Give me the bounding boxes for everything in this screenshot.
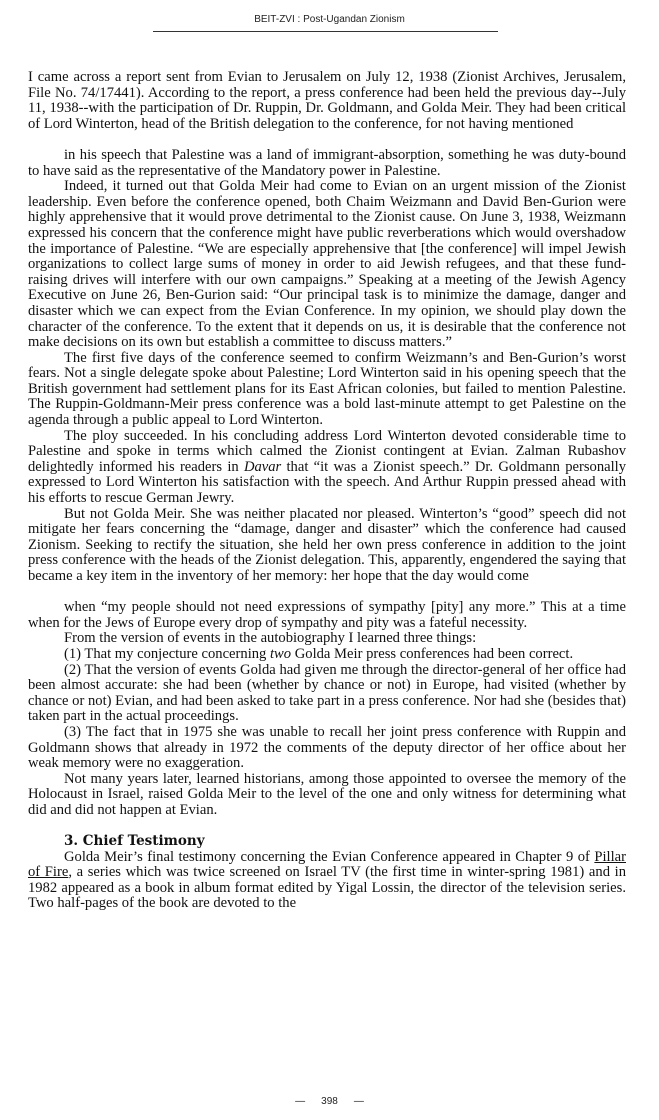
paragraph-gap: [28, 819, 626, 835]
page-footer: [0, 1096, 659, 1107]
paragraph-gap: [28, 585, 626, 601]
section-heading: 3. Chief Testimony: [64, 833, 205, 850]
paragraph-5-text-a: The ploy succeeded. In his concluding address Lord Winterton devoted considerable time to Palestine and spoke in terms which calmed the Zionist contingent at Evian. Zalman Rubashov delightedly informed his readers in: [28, 427, 626, 475]
paragraph-13-text-a: Golda Meir’s final testimony concerning the Evian Conference appeared in Chapter 9 of: [64, 848, 595, 865]
footer-dash-right: —: [353, 1096, 364, 1107]
footer-dash-left: —: [295, 1096, 306, 1107]
paragraph-6: But not Golda Meir. She was neither placated nor pleased. Winterton’s “good” speech did not mitigate her fears concerning the “damage, danger and disaster” which the conference had caused Zionism. Seeking to rectify the situation, she held her own press conference in addition to the joint press conference with the heads of the Zionist delegation. This, apparently, engendered the saying that became a key item in the inventory of her memory: her hope that the day would come: [28, 505, 626, 584]
page-number: 398: [321, 1096, 338, 1107]
paragraph-1: I came across a report sent from Evian to Jerusalem on July 12, 1938 (Zionist Archives, Jerusalem, File No. 74/17441). According to the report, a press conference had been held the previous day--July 11, 1938--with the participation of Dr. Ruppin, Dr. Goldmann, and Golda Meir. They had been critical of Lord Winterton, head of the British delegation to the conference, for not having mentioned: [28, 69, 626, 132]
paragraph-5: [28, 429, 626, 507]
paragraph-9-text-a: (1) That my conjecture concerning: [64, 645, 270, 662]
paragraph-10: (2) That the version of events Golda had given me through the director-general of her office had been almost accurate: she had been (whether by chance or not) in Europe, had visited (whether by chance or not) Evian, and had been asked to take part in a press conference. Nor had she (besides that) taken part in the actual proceedings.: [28, 661, 626, 725]
work-title-pillar-of-fire: Pillar of Fire: [28, 848, 626, 881]
emphasis-two: two: [270, 645, 292, 662]
paragraph-8: From the version of events in the autobiography I learned three things:: [64, 630, 477, 647]
paragraph-7: when “my people should not need expressions of sympathy [pity] any more.” This at a time when for the Jews of Europe every drop of sympathy and pity was a fateful necessity.: [28, 599, 626, 631]
paragraph-9: [28, 647, 626, 663]
paragraph-9-text-b: Golda Meir press conferences had been correct.: [291, 645, 574, 662]
paragraph-5-text-b: that “it was a Zionist speech.” Dr. Goldmann personally expressed to Lord Winterton his satisfaction with the speech. And Arthur Ruppin pressed ahead with his efforts to rescue German Jewry.: [28, 458, 626, 507]
paragraph-3: Indeed, it turned out that Golda Meir had come to Evian on an urgent mission of the Zionist leadership. Even before the conference opened, both Chaim Weizmann and David Ben-Gurion were highly apprehensive that it would prove detrimental to the Zionist cause. On June 3, 1938, Weizmann expressed his concern that the conference might have public reverberations which would overshadow the importance of Palestine. “We are especially apprehensive that [the conference] will impel Jewish organizations to collect large sums of money in order to aid Jewish refugees, and that these fund-raising drives will interfere with our own campaigns.” Speaking at a meeting of the Jewish Agency Executive on June 26, Ben-Gurion said: “Our principal task is to minimize the damage, danger and disaster which we can expect from the Evian Conference. In my opinion, we should play down the character of the conference. To the extent that it depends on us, it is desirable that the conference not make decisions on its own but establish a committee to discuss matters.”: [28, 178, 626, 351]
newspaper-title-davar: Davar: [243, 458, 282, 475]
page-body: [28, 70, 626, 912]
paragraph-gap: [28, 132, 626, 148]
paragraph-2: in his speech that Palestine was a land of immigrant-absorption, something he was duty-bound to have said as the representative of the Mandatory power in Palestine.: [28, 146, 626, 179]
paragraph-12: Not many years later, learned historians, among those appointed to oversee the memory of the Holocaust in Israel, raised Golda Meir to the level of the one and only witness for determining what did and did not happen at Evian.: [28, 770, 626, 818]
paragraph-13-text-b: , a series which was twice screened on Israel TV (the first time in winter-spring 1981) and in 1982 appeared as a book in album format edited by Yigal Lossin, the director of the television series. Two half-pages of the book are devoted to the: [28, 864, 626, 912]
running-header: BEIT-ZVI : Post-Ugandan Zionism: [254, 14, 405, 25]
paragraph-11: (3) The fact that in 1975 she was unable to recall her joint press conference with Ruppin and Goldmann shows that already in 1972 the comments of the deputy director of her office about her weak memory were no exaggeration.: [28, 723, 626, 772]
paragraph-13: [28, 850, 626, 912]
header-rule: [153, 31, 498, 32]
paragraph-4: The first five days of the conference seemed to confirm Weizmann’s and Ben-Gurion’s worst fears. Not a single delegate spoke about Palestine; Lord Winterton said in his opening speech that the British government had settlement plans for its East African colonies, but failed to mention Palestine. The Ruppin-Goldmann-Meir press conference was a bold last-minute attempt to get Palestine on the agenda through a public appeal to Lord Winterton.: [28, 349, 626, 429]
